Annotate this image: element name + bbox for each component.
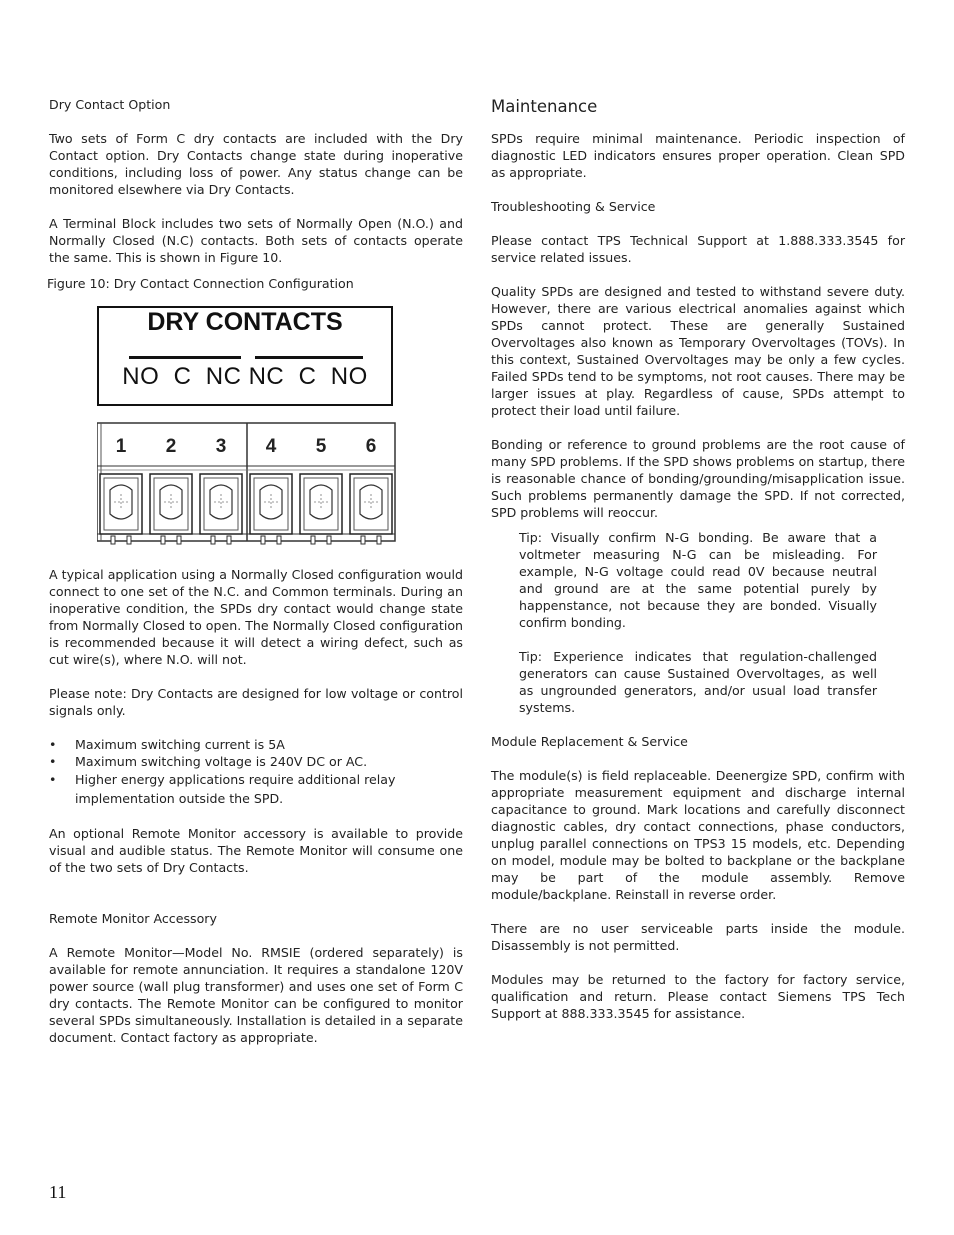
figure-caption: Figure 10: Dry Contact Connection Configuration — [47, 276, 354, 291]
contact-group-bar-left — [129, 356, 241, 359]
left-column — [49, 96, 463, 1063]
dry-contact-heading: Dry Contact Option — [49, 97, 171, 112]
terminal-label: 1 — [115, 436, 127, 457]
maintenance-para-4: Bonding or reference to ground problems are the root cause of many SPD problems. If the SPD shows problems on startup, there is reasonable chance of bonding/grounding/misapplication issue. Such problems permanently damage the SPD. If not corrected, SPD problems will reoccur. — [491, 437, 905, 520]
list-item: • Maximum switching current is 5A — [49, 737, 285, 752]
terminal-label: 3 — [215, 436, 227, 457]
maintenance-para-1: SPDs require minimal maintenance. Periodic inspection of diagnostic LED indicators ensures proper operation. Clean SPD as appropriate. — [491, 131, 905, 180]
dry-contact-para-1: Two sets of Form C dry contacts are included with the Dry Contact option. Dry Contacts change state during inoperative conditions, including loss of power. Any status change can be monitored elsewhere via Dry Contacts. — [49, 131, 463, 197]
terminal-label: 5 — [315, 436, 327, 457]
dry-contact-figure — [97, 306, 397, 550]
dry-contacts-label — [97, 306, 393, 406]
terminal-screw — [150, 474, 192, 544]
bullet-marker: • — [49, 772, 57, 787]
maintenance-para-2: Please contact TPS Technical Support at 1.888.333.3545 for service related issues. — [491, 233, 905, 265]
dry-contact-para-2: A Terminal Block includes two sets of Normally Open (N.O.) and Normally Closed (N.C) contacts. Both sets of contacts operate the same. This is shown in Figure 10. — [49, 216, 463, 265]
page-number: 11 — [49, 1182, 67, 1202]
maintenance-heading: Maintenance — [491, 97, 598, 116]
terminal-screw — [300, 474, 342, 544]
dry-contact-para-4: Please note: Dry Contacts are designed for low voltage or control signals only. — [49, 686, 463, 718]
dry-contact-para-3: A typical application using a Normally Closed configuration would connect to one set of the N.C. and Common terminals. During an inoperative condition, the SPDs dry contact would change state from Normally Closed to open. The Normally Closed configuration is recommended because it will detect a wiring defect, such as cut wire(s), where N.O. will not. — [49, 567, 464, 667]
right-column — [491, 96, 905, 1039]
bullet-marker: • — [49, 754, 57, 769]
tip-bonding: Tip: Visually confirm N-G bonding. Be aware that a voltmeter measuring N-G can be misleading. For example, N-G voltage could read 0V because neutral and ground are at the same potential purely by happenstance, not because they are bonded. Visually confirm bonding. — [519, 530, 877, 630]
contact-group-bar-right — [255, 356, 363, 359]
tip-generators: Tip: Experience indicates that regulation-challenged generators can cause Sustained Overvoltages, as well as ungrounded generators, and/or usual load transfer systems. — [519, 649, 877, 715]
maintenance-para-3: Quality SPDs are designed and tested to withstand severe duty. However, there are various electrical anomalies against which SPDs cannot protect. These are generally Sustained Overvoltages also known as Temporary Overvoltages (TOVs). In this context, Sustained Overvoltages may be only a few cycles. Failed SPDs tend to be symptoms, not root causes. There may be larger issues at play. Regardless of cause, SPDs attempt to protect their load until failure. — [491, 284, 905, 418]
terminal-label: 2 — [165, 436, 177, 457]
remote-monitor-para: A Remote Monitor—Model No. RMSIE (ordered separately) is available for remote annunciation. It requires a standalone 120V power source (wall plug transformer) and uses one set of Form C dry contacts. The Remote Monitor can be configured to monitor several SPDs simultaneously. Installation is detailed in a separate document. Contact factory as appropriate. — [49, 945, 463, 1045]
terminal-screw — [250, 474, 292, 544]
list-item: • Maximum switching voltage is 240V DC or AC. — [49, 754, 368, 769]
contact-labels: NO C NC NC C NO — [122, 363, 368, 390]
bullet-marker: • — [49, 737, 57, 752]
troubleshooting-heading: Troubleshooting & Service — [491, 199, 656, 214]
terminal-screw — [350, 474, 392, 544]
remote-monitor-heading: Remote Monitor Accessory — [49, 911, 217, 926]
module-replacement-heading: Module Replacement & Service — [491, 734, 688, 749]
terminal-label: 4 — [265, 436, 277, 457]
terminal-screw — [100, 474, 142, 544]
module-para-2: There are no user serviceable parts inside the module. Disassembly is not permitted. — [491, 921, 905, 953]
terminal-block-icon — [97, 422, 397, 550]
terminal-screw — [200, 474, 242, 544]
terminal-label: 6 — [365, 436, 377, 457]
list-item: • Higher energy applications require additional relay implementation outside the SPD. — [49, 772, 396, 806]
module-para-3: Modules may be returned to the factory for factory service, qualification and return. Please contact Siemens TPS Tech Support at 888.333.3545 for assistance. — [491, 972, 905, 1021]
switching-limits-list — [49, 736, 463, 808]
dry-contacts-title: DRY CONTACTS — [147, 308, 343, 336]
dry-contact-para-5: An optional Remote Monitor accessory is available to provide visual and audible status. The Remote Monitor will consume one of the two sets of Dry Contacts. — [49, 826, 463, 875]
module-para-1: The module(s) is field replaceable. Deenergize SPD, confirm with appropriate measurement equipment and discharge internal capacitance to ground. Mark locations and carefully disconnect diagnostic cables, dry contact connections, phase conductors, unplug parallel connections on TPS3 15 models, etc. Depending on model, module may be bolted to backplane or the backplane may be part of the module assembly. Remove module/backplane. Reinstall in reverse order. — [491, 768, 905, 902]
